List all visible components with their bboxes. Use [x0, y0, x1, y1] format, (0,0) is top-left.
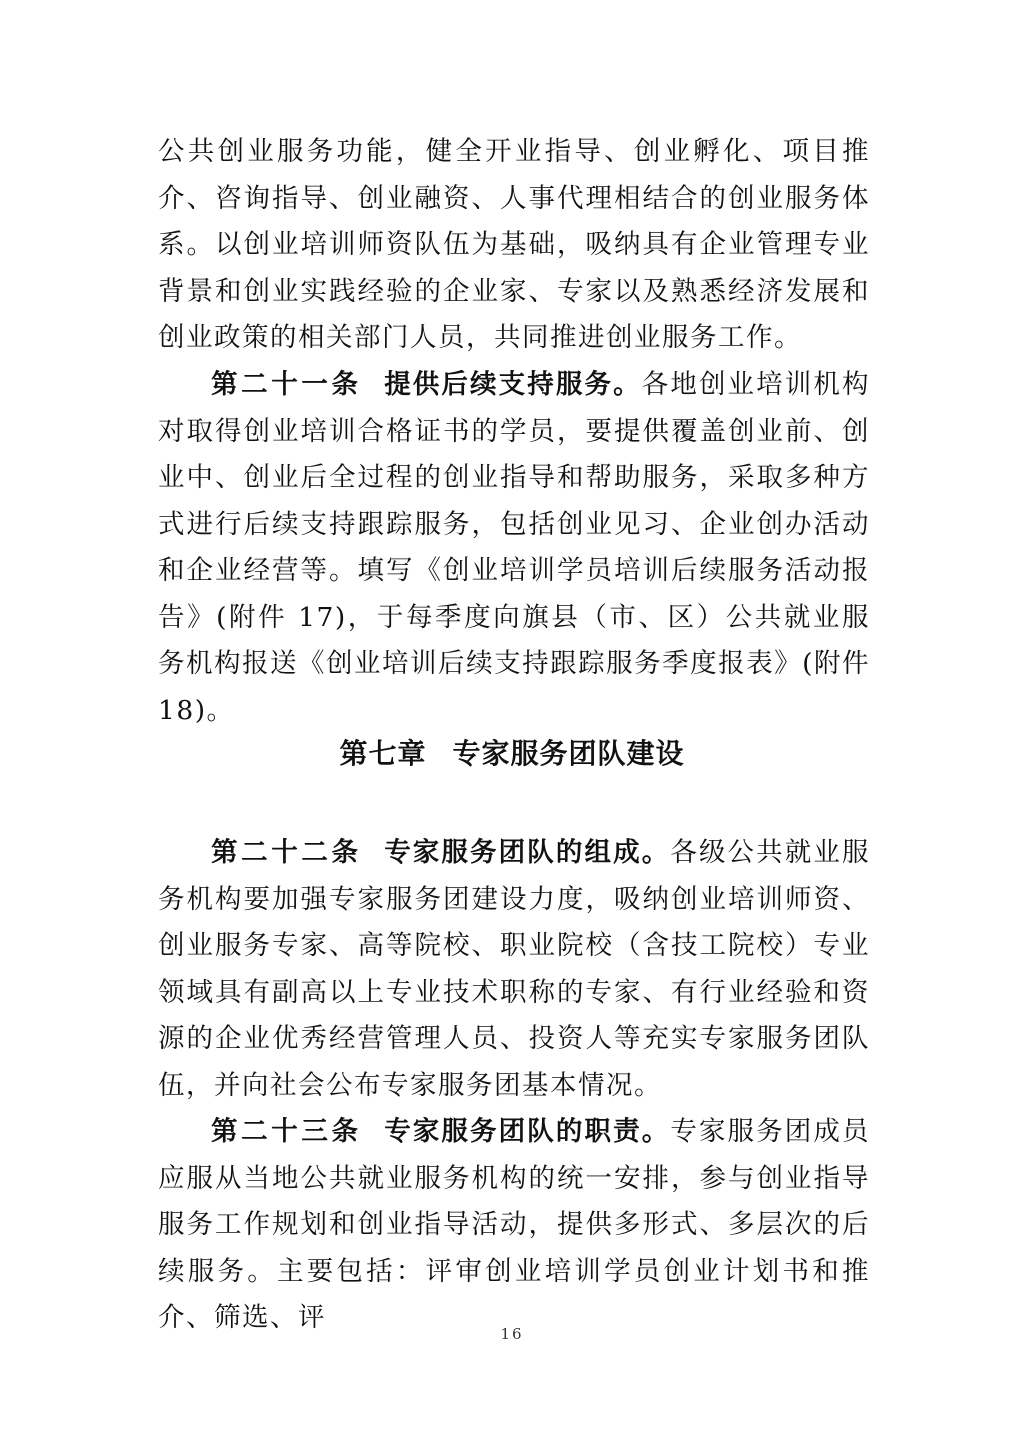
chapter-number: 第七章	[339, 737, 427, 770]
article-23	[158, 1109, 870, 1342]
article-22	[158, 830, 870, 1109]
article-number: 第二十二条	[211, 837, 362, 868]
article-number: 第二十一条	[211, 369, 362, 400]
article-number: 第二十三条	[211, 1116, 362, 1147]
paragraph-continuation	[158, 129, 870, 362]
article-heading: 专家服务团队的职责。	[383, 1116, 671, 1147]
article-heading: 专家服务团队的组成。	[383, 837, 671, 868]
article-text: 专家服务团成员应服从当地公共就业服务机构的统一安排，参与创业指导服务工作规划和创业指导活动，提供多形式、多层次的后续服务。主要包括：评审创业培训学员创业计划书和推介、筛选、评	[158, 1116, 871, 1333]
article-heading: 提供后续支持服务。	[383, 369, 642, 400]
chapter-title: 专家服务团队建设	[452, 737, 685, 770]
article-21	[158, 362, 870, 734]
paragraph-text: 公共创业服务功能，健全开业指导、创业孵化、项目推介、咨询指导、创业融资、人事代理相结合的创业服务体系。以创业培训师资队伍为基础，吸纳具有企业管理专业背景和创业实践经验的企业家、专家以及熟悉经济发展和创业政策的相关部门人员，共同推进创业服务工作。	[158, 136, 870, 353]
page-number: 16	[500, 1325, 524, 1343]
article-text: 各级公共就业服务机构要加强专家服务团建设力度，吸纳创业培训师资、创业服务专家、高等院校、职业院校（含技工院校）专业领域具有副高以上专业技术职称的专家、有行业经验和资源的企业优秀经营管理人员、投资人等充实专家服务团队伍，并向社会公布专家服务团基本情况。	[158, 837, 871, 1101]
article-text: 各地创业培训机构对取得创业培训合格证书的学员，要提供覆盖创业前、创业中、创业后全过程的创业指导和帮助服务，采取多种方式进行后续支持跟踪服务，包括创业见习、企业创办活动和企业经营等。填写《创业培训学员培训后续服务活动报告》(附件 17)，于每季度向旗县（市、区）公共就业服务机构报送《创业培训后续支持跟踪服务季度报表》(附件 18)。	[158, 369, 871, 726]
chapter-heading	[0, 732, 1024, 776]
